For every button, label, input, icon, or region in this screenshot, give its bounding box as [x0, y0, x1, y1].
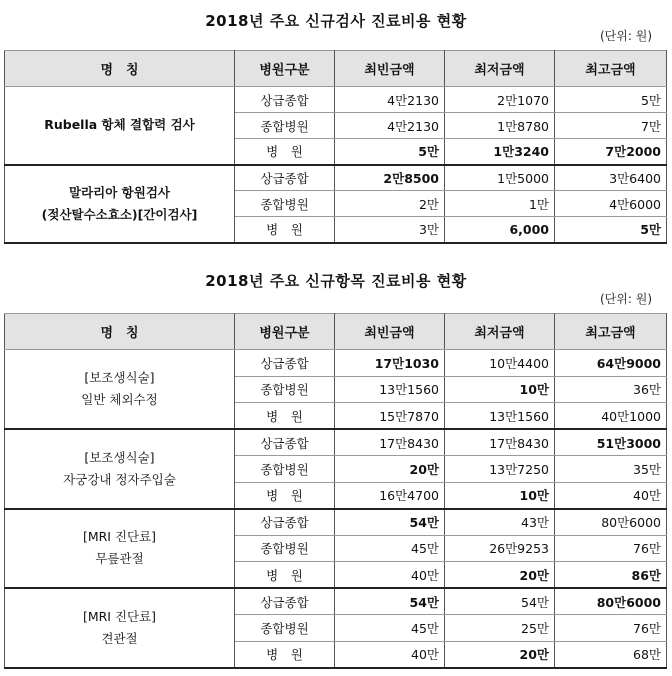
header-cell: 최저금액 [445, 51, 555, 87]
item-name-line: [보조생식술] [84, 449, 155, 465]
item-name-line: [보조생식술] [84, 370, 155, 385]
hospital-type-cell: 종합병원 [235, 535, 335, 562]
min-amount-cell: 1만 [445, 191, 555, 217]
max-amount-cell: 36만 [555, 376, 667, 403]
min-amount-cell: 1만3240 [445, 139, 555, 165]
table2-unit: (단위: 원) [600, 292, 652, 306]
mode-amount-cell: 2만8500 [335, 165, 445, 191]
min-amount-cell: 6,000 [445, 217, 555, 243]
hospital-type-cell: 병 원 [235, 562, 335, 589]
item-name-line: 자궁강내 정자주입술 [63, 471, 176, 487]
hospital-type-cell: 병 원 [235, 403, 335, 430]
header-cell: 최저금액 [445, 314, 555, 350]
header-cell: 명 칭 [5, 51, 235, 87]
min-amount-cell: 13만1560 [445, 403, 555, 430]
item-name-line: [MRI 진단료] [82, 608, 157, 624]
table-row [5, 429, 667, 456]
header-cell: 병원구분 [235, 314, 335, 350]
table-row [5, 87, 667, 113]
mode-amount-cell: 45만 [335, 615, 445, 642]
max-amount-cell: 3만6400 [555, 165, 667, 191]
hospital-type-cell: 종합병원 [235, 376, 335, 403]
min-amount-cell: 43만 [445, 509, 555, 536]
hospital-type-cell: 상급종합 [235, 588, 335, 615]
max-amount-cell: 86만 [555, 562, 667, 589]
hospital-type-cell: 병 원 [235, 482, 335, 509]
item-name-cell [5, 429, 235, 509]
min-amount-cell: 2만1070 [445, 87, 555, 113]
table2 [4, 313, 667, 669]
item-name-line: 무릎관절 [95, 551, 144, 567]
table-row [5, 588, 667, 615]
mode-amount-cell: 54만 [335, 588, 445, 615]
hospital-type-cell: 상급종합 [235, 165, 335, 191]
table1-unit: (단위: 원) [600, 29, 652, 43]
mode-amount-cell: 54만 [335, 509, 445, 536]
mode-amount-cell: 13만1560 [335, 376, 445, 403]
mode-amount-cell: 40만 [335, 641, 445, 668]
max-amount-cell: 76만 [555, 615, 667, 642]
mode-amount-cell: 40만 [335, 562, 445, 589]
mode-amount-cell: 4만2130 [335, 113, 445, 139]
max-amount-cell: 80만6000 [555, 588, 667, 615]
table1-title: 2018년 주요 신규검사 진료비용 현황 [205, 12, 467, 30]
table-row [5, 350, 667, 377]
hospital-type-cell: 종합병원 [235, 113, 335, 139]
hospital-type-cell: 종합병원 [235, 191, 335, 217]
min-amount-cell: 10만 [445, 376, 555, 403]
max-amount-cell: 7만 [555, 113, 667, 139]
max-amount-cell: 76만 [555, 535, 667, 562]
min-amount-cell: 17만8430 [445, 429, 555, 456]
hospital-type-cell: 병 원 [235, 641, 335, 668]
max-amount-cell: 40만1000 [555, 403, 667, 430]
header-cell: 명 칭 [5, 314, 235, 350]
hospital-type-cell: 종합병원 [235, 456, 335, 483]
header-cell: 최빈금액 [335, 314, 445, 350]
header-cell: 최고금액 [555, 314, 667, 350]
min-amount-cell: 10만4400 [445, 350, 555, 377]
hospital-type-cell: 상급종합 [235, 350, 335, 377]
mode-amount-cell: 15만7870 [335, 403, 445, 430]
min-amount-cell: 20만 [445, 562, 555, 589]
item-name-cell [5, 588, 235, 668]
max-amount-cell: 5만 [555, 217, 667, 243]
mode-amount-cell: 4만2130 [335, 87, 445, 113]
min-amount-cell: 54만 [445, 588, 555, 615]
table-row [5, 165, 667, 191]
min-amount-cell: 25만 [445, 615, 555, 642]
mode-amount-cell: 3만 [335, 217, 445, 243]
mode-amount-cell: 17만8430 [335, 429, 445, 456]
hospital-type-cell: 병 원 [235, 217, 335, 243]
mode-amount-cell: 17만1030 [335, 350, 445, 377]
hospital-type-cell: 상급종합 [235, 509, 335, 536]
min-amount-cell: 10만 [445, 482, 555, 509]
max-amount-cell: 51만3000 [555, 429, 667, 456]
max-amount-cell: 40만 [555, 482, 667, 509]
item-name-cell [5, 165, 235, 243]
min-amount-cell: 1만5000 [445, 165, 555, 191]
table-row [5, 509, 667, 536]
item-name-line: Rubella 항체 결합력 검사 [44, 117, 195, 133]
min-amount-cell: 26만9253 [445, 535, 555, 562]
table1 [4, 50, 667, 244]
max-amount-cell: 5만 [555, 87, 667, 113]
mode-amount-cell: 2만 [335, 191, 445, 217]
min-amount-cell: 20만 [445, 641, 555, 668]
max-amount-cell: 35만 [555, 456, 667, 483]
item-name-cell [5, 350, 235, 430]
item-name-line: (젖산탈수소효소)[간이검사] [41, 206, 198, 222]
max-amount-cell: 80만6000 [555, 509, 667, 536]
hospital-type-cell: 상급종합 [235, 87, 335, 113]
max-amount-cell: 64만9000 [555, 350, 667, 377]
item-name-cell [5, 87, 235, 165]
header-cell: 병원구분 [235, 51, 335, 87]
mode-amount-cell: 20만 [335, 456, 445, 483]
header-cell: 최빈금액 [335, 51, 445, 87]
item-name-line: 견관절 [101, 630, 138, 646]
min-amount-cell: 13만7250 [445, 456, 555, 483]
max-amount-cell: 7만2000 [555, 139, 667, 165]
mode-amount-cell: 5만 [335, 139, 445, 165]
max-amount-cell: 68만 [555, 641, 667, 668]
mode-amount-cell: 16만4700 [335, 482, 445, 509]
item-name-line: [MRI 진단료] [82, 529, 157, 545]
item-name-line: 말라리아 항원검사 [69, 184, 170, 200]
hospital-type-cell: 상급종합 [235, 429, 335, 456]
max-amount-cell: 4만6000 [555, 191, 667, 217]
hospital-type-cell: 병 원 [235, 139, 335, 165]
min-amount-cell: 1만8780 [445, 113, 555, 139]
item-name-cell [5, 509, 235, 589]
hospital-type-cell: 종합병원 [235, 615, 335, 642]
item-name-line: 일반 체외수정 [81, 392, 158, 407]
header-cell: 최고금액 [555, 51, 667, 87]
mode-amount-cell: 45만 [335, 535, 445, 562]
table2-title: 2018년 주요 신규항목 진료비용 현황 [205, 272, 467, 290]
